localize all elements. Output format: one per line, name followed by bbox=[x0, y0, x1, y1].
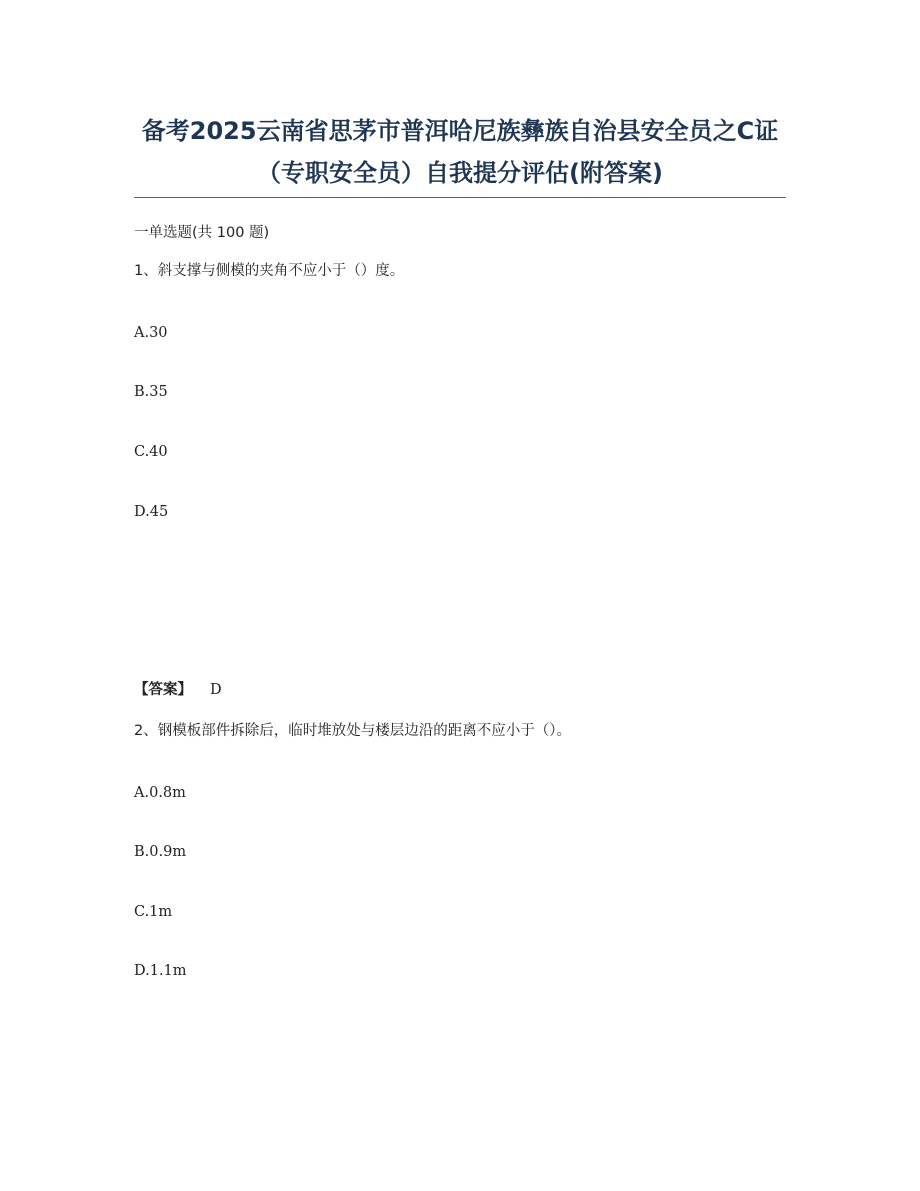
question-2-text: 2、钢模板部件拆除后，临时堆放处与楼层边沿的距离不应小于（）。 bbox=[134, 723, 571, 739]
question-1-option-a: A.30 bbox=[134, 325, 168, 341]
title-divider bbox=[134, 197, 786, 198]
question-1-text: 1、斜支撑与侧模的夹角不应小于（）度。 bbox=[134, 263, 405, 279]
question-2-option-b: B.0.9m bbox=[134, 844, 187, 860]
question-1-option-b: B.35 bbox=[134, 384, 168, 400]
answer-value: D bbox=[210, 682, 222, 698]
question-2-option-d: D.1.1m bbox=[134, 963, 187, 979]
question-2-option-c: C.1m bbox=[134, 904, 173, 920]
document-title: 备考2025云南省思茅市普洱哈尼族彝族自治县安全员之C证（专职安全员）自我提分评估(附答案) bbox=[141, 117, 779, 187]
question-1-option-c: C.40 bbox=[134, 444, 168, 460]
question-1-option-d: D.45 bbox=[134, 504, 169, 520]
question-1-answer bbox=[134, 680, 222, 700]
question-2-option-a: A.0.8m bbox=[134, 785, 186, 801]
section-heading: 一单选题(共 100 题) bbox=[134, 225, 270, 241]
answer-label: 【答案】 bbox=[134, 682, 192, 698]
